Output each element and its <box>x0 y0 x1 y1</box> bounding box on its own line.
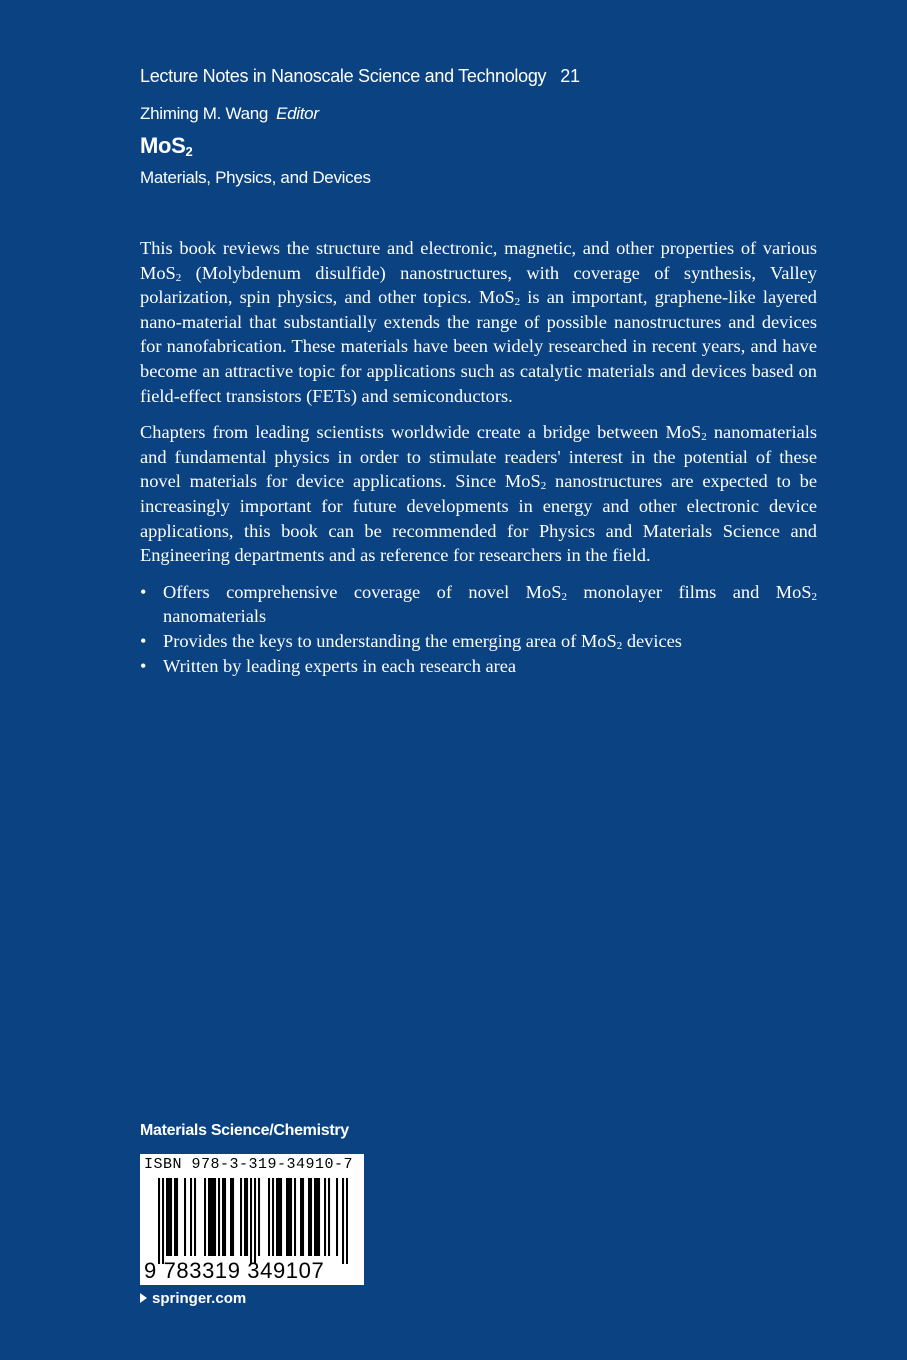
barcode-bar <box>208 1178 210 1256</box>
barcode-bar <box>222 1178 224 1256</box>
barcode-bar <box>224 1178 226 1256</box>
barcode-bar <box>204 1178 206 1256</box>
barcode-bar <box>170 1178 172 1256</box>
isbn-label: ISBN 978-3-319-34910-7 <box>144 1156 354 1173</box>
barcode-bar <box>244 1178 246 1256</box>
series-title <box>140 66 580 87</box>
barcode-bar <box>190 1178 192 1256</box>
barcode-bar <box>174 1178 176 1256</box>
barcode-bar <box>280 1178 282 1256</box>
blurb <box>140 236 817 678</box>
blurb-paragraph-1: This book reviews the structure and electronic, magnetic, and other properties of various MoS$_2$ (Molybdenum disulfide) nanostructures, with coverage of synthesis, Valley polarization, spin physics, and other topics. MoS$_2$ is an important, graphene-like layered nano-material that substantially extends the range of possible nanostructures and devices for nanofabrication. These materials have been widely researched in recent years, and have become an attractive topic for applications such as catalytic materials and devices based on field-effect transistors (FETs) and semiconductors. <box>140 238 817 406</box>
barcode-bar <box>302 1178 304 1256</box>
barcode-bar <box>346 1178 348 1264</box>
ean-digits: 9 783319 349107 <box>144 1258 325 1283</box>
list-item: • Written by leading experts in each research area <box>140 654 817 679</box>
barcode-bar <box>318 1178 320 1256</box>
barcode-bar <box>210 1178 212 1256</box>
barcode-bar <box>158 1178 160 1264</box>
barcode-bar <box>254 1178 256 1264</box>
barcode-bars <box>158 1178 348 1264</box>
barcode-bar <box>316 1178 318 1256</box>
isbn-barcode <box>140 1154 364 1285</box>
barcode-bar <box>288 1178 290 1256</box>
feature-list <box>140 580 817 678</box>
series-name: Lecture Notes in Nanoscale Science and Technology <box>140 66 547 86</box>
barcode-bar <box>168 1178 170 1256</box>
barcode-bar <box>336 1178 338 1256</box>
list-item: • Offers comprehensive coverage of novel MoS$_2$ monolayer films and MoS$_2$ nanomaterials <box>140 580 817 629</box>
barcode-bar <box>268 1178 270 1256</box>
barcode-bar <box>328 1178 330 1256</box>
barcode-bar <box>162 1178 164 1264</box>
barcode-bar <box>342 1178 344 1264</box>
barcode-bar <box>176 1178 178 1256</box>
list-item: • Provides the keys to understanding the emerging area of MoS$_2$ devices <box>140 629 817 654</box>
triangle-arrow-icon <box>140 1293 147 1303</box>
barcode-bar <box>166 1178 168 1256</box>
barcode-bar <box>240 1178 242 1256</box>
barcode-bar <box>276 1178 278 1256</box>
barcode-bar <box>218 1178 220 1256</box>
blurb-paragraph-2: Chapters from leading scientists worldwide create a bridge between MoS$_2$ nanomaterials and fundamental physics in order to stimulate readers' interest in the potential of these novel materials for device applications. Since MoS$_2$ nanostructures are expected to be increasingly important for future developments in energy and other electronic device applications, this book can be recommended for Physics and Materials Science and Engineering departments and as reference for researchers in the field. <box>140 422 817 566</box>
barcode-bar <box>272 1178 274 1256</box>
barcode-bar <box>286 1178 288 1256</box>
book-subtitle: Materials, Physics, and Devices <box>140 168 371 187</box>
barcode-bar <box>246 1178 248 1256</box>
barcode-bar <box>308 1178 310 1256</box>
barcode-bar <box>230 1178 232 1256</box>
publisher-link[interactable] <box>140 1290 246 1307</box>
series-number: 21 <box>560 66 580 86</box>
barcode-bar <box>212 1178 214 1256</box>
editor-line <box>140 104 319 124</box>
barcode-bar <box>184 1178 186 1256</box>
barcode-bar <box>290 1178 292 1256</box>
barcode-bar <box>214 1178 216 1256</box>
book-title: MoS$_2$ <box>140 133 193 159</box>
publisher-url: springer.com <box>152 1290 247 1307</box>
barcode-bar <box>250 1178 252 1264</box>
editor-role: Editor <box>276 104 319 123</box>
barcode-bar <box>314 1178 316 1256</box>
barcode-bar <box>300 1178 302 1256</box>
subject-category: Materials Science/Chemistry <box>140 1122 349 1139</box>
barcode-bar <box>294 1178 296 1256</box>
barcode-bar <box>324 1178 326 1256</box>
barcode-bar <box>232 1178 234 1256</box>
barcode-bar <box>278 1178 280 1256</box>
barcode-bar <box>194 1178 196 1256</box>
barcode-bar <box>310 1178 312 1256</box>
editor-name: Zhiming M. Wang <box>140 104 269 123</box>
barcode-bar <box>258 1178 260 1256</box>
